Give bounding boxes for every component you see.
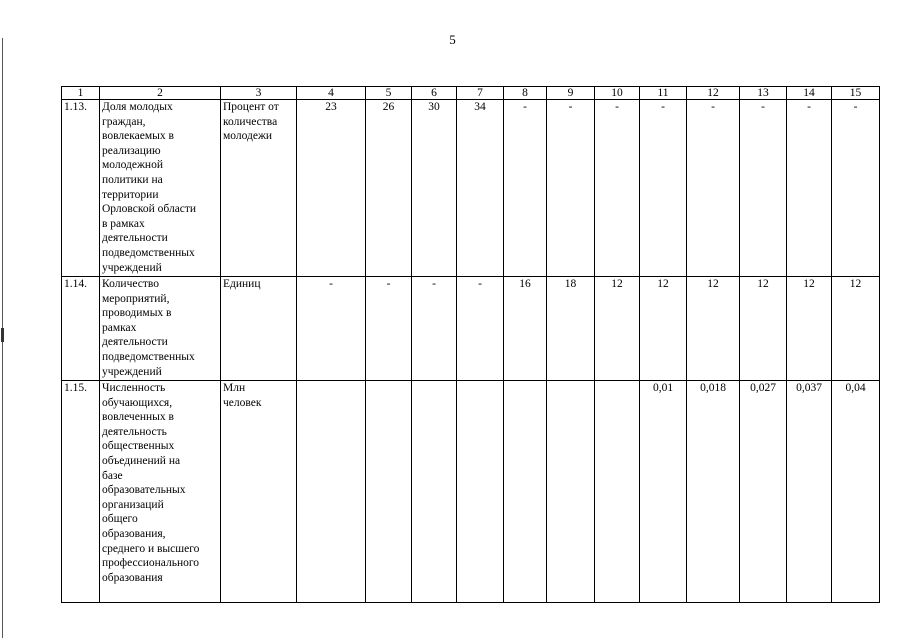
value-cell: 0,01 (640, 381, 687, 603)
value-cell (297, 381, 366, 603)
text-line: рамках (102, 321, 137, 334)
col-header: 3 (221, 87, 297, 100)
indicator-name (100, 277, 221, 381)
value-cell: - (740, 100, 787, 277)
text-line: образования (102, 571, 163, 584)
value-cell (504, 381, 547, 603)
text-line: человек (223, 396, 262, 409)
value-cell: 0,027 (740, 381, 787, 603)
value-cell: - (547, 100, 595, 277)
text-line: политики на (102, 173, 163, 186)
value-cell (547, 381, 595, 603)
value-cell: 0,018 (687, 381, 740, 603)
col-header: 5 (366, 87, 412, 100)
value-cell: - (412, 277, 457, 381)
text-line: Процент от (223, 101, 279, 113)
indicator-name (100, 381, 221, 603)
text-line: мероприятий, (102, 292, 170, 305)
text-line: деятельность (102, 425, 167, 438)
value-cell: 12 (640, 277, 687, 381)
text-line: количества (223, 115, 278, 128)
value-cell (366, 381, 412, 603)
text-line: деятельности (102, 232, 168, 245)
unit-of-measure (221, 100, 297, 277)
value-cell: - (640, 100, 687, 277)
text-line: профессионального (102, 557, 200, 570)
value-cell: - (297, 277, 366, 381)
text-line: Млн (223, 382, 246, 394)
value-cell: - (504, 100, 547, 277)
value-cell: 30 (412, 100, 457, 277)
text-line: проводимых в (102, 307, 172, 320)
row-id: 1.15. (62, 381, 100, 603)
value-cell (457, 381, 504, 603)
text-line: организаций (102, 498, 164, 511)
value-cell: - (457, 277, 504, 381)
text-line: образования, (102, 527, 166, 540)
col-header: 7 (457, 87, 504, 100)
value-cell: - (595, 100, 640, 277)
text-line: деятельности (102, 336, 168, 349)
value-cell: 0,04 (832, 381, 880, 603)
text-line: Количество (102, 278, 159, 290)
text-line: общественных (102, 440, 175, 453)
value-cell: - (687, 100, 740, 277)
text-line: молодежной (102, 159, 163, 172)
text-line: граждан, (102, 115, 146, 128)
text-line: среднего и высшего (102, 542, 200, 555)
row-id: 1.13. (62, 100, 100, 277)
col-header: 12 (687, 87, 740, 100)
text-line: объединений на (102, 454, 181, 467)
value-cell: - (832, 100, 880, 277)
text-line: общего (102, 513, 138, 526)
table-row (62, 277, 880, 381)
text-line: учреждений (102, 261, 162, 274)
text-line: учреждений (102, 365, 162, 378)
value-cell (595, 381, 640, 603)
value-cell: 0,037 (787, 381, 832, 603)
text-line: Численность (102, 382, 166, 394)
header-row (62, 87, 880, 100)
value-cell: 26 (366, 100, 412, 277)
data-table (61, 86, 880, 603)
value-cell: - (787, 100, 832, 277)
col-header: 8 (504, 87, 547, 100)
value-cell: 12 (595, 277, 640, 381)
text-line: подведомственных (102, 350, 195, 363)
text-line: подведомственных (102, 246, 195, 259)
col-header: 9 (547, 87, 595, 100)
row-id: 1.14. (62, 277, 100, 381)
col-header: 1 (62, 87, 100, 100)
value-cell: 12 (687, 277, 740, 381)
value-cell: 12 (787, 277, 832, 381)
unit-of-measure (221, 381, 297, 603)
col-header: 13 (740, 87, 787, 100)
text-line: Орловской области (102, 203, 197, 216)
col-header: 6 (412, 87, 457, 100)
text-line: реализацию (102, 144, 161, 157)
value-cell: - (366, 277, 412, 381)
table-row (62, 100, 880, 277)
col-header: 2 (100, 87, 221, 100)
table-row (62, 381, 880, 603)
value-cell: 34 (457, 100, 504, 277)
indicator-name (100, 100, 221, 277)
text-line: образовательных (102, 484, 186, 497)
text-line: в рамках (102, 217, 145, 230)
value-cell: 12 (832, 277, 880, 381)
col-header: 10 (595, 87, 640, 100)
text-line: Единиц (223, 278, 261, 290)
text-line: молодежи (223, 130, 273, 143)
page-number: 5 (449, 32, 456, 47)
text-line: территории (102, 188, 159, 201)
col-header: 14 (787, 87, 832, 100)
text-line: обучающихся, (102, 396, 173, 409)
unit-of-measure (221, 277, 297, 381)
col-header: 15 (832, 87, 880, 100)
text-line: вовлекаемых в (102, 130, 174, 143)
value-cell: 12 (740, 277, 787, 381)
text-line: вовлеченных в (102, 411, 174, 424)
value-cell: 23 (297, 100, 366, 277)
value-cell (412, 381, 457, 603)
col-header: 11 (640, 87, 687, 100)
scan-mark (1, 328, 4, 342)
value-cell: 18 (547, 277, 595, 381)
text-line: базе (102, 469, 123, 482)
value-cell: 16 (504, 277, 547, 381)
col-header: 4 (297, 87, 366, 100)
text-line: Доля молодых (102, 101, 173, 113)
